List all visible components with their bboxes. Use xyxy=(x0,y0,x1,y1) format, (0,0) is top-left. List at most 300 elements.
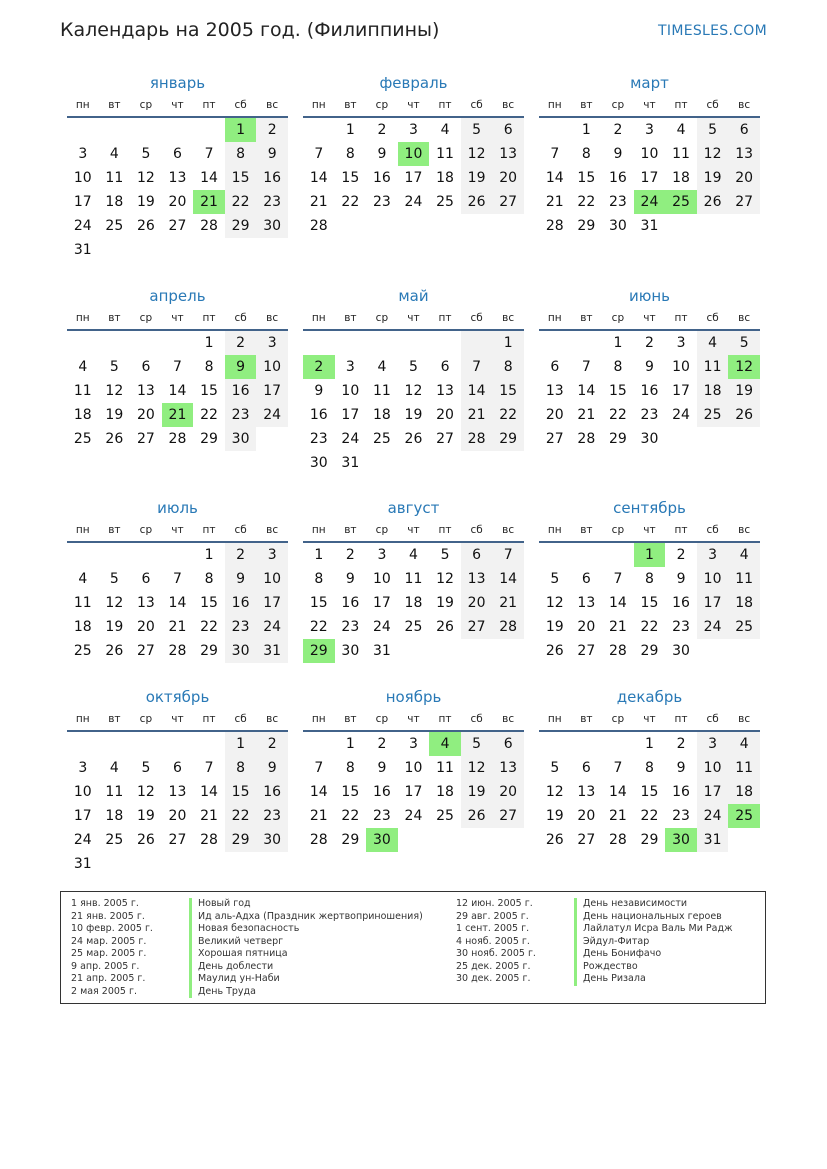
day-cell[interactable]: 14 xyxy=(309,170,328,186)
day-cell[interactable]: 9 xyxy=(377,146,387,162)
day-cell[interactable]: 13 xyxy=(136,595,155,611)
day-cell[interactable]: 27 xyxy=(168,832,187,848)
day-cell[interactable]: 12 xyxy=(404,383,423,399)
day-cell[interactable]: 14 xyxy=(577,383,596,399)
day-cell[interactable]: 17 xyxy=(404,170,423,186)
day-cell[interactable]: 1 xyxy=(204,335,214,351)
day-cell[interactable]: 11 xyxy=(728,756,760,780)
day-cell[interactable]: 15 xyxy=(640,784,659,800)
day-cell[interactable]: 2 xyxy=(676,547,686,563)
day-cell[interactable]: 19 xyxy=(436,595,454,611)
day-cell[interactable]: 16 xyxy=(256,166,288,190)
day-cell[interactable]: 19 xyxy=(461,166,493,190)
day-cell[interactable]: 18 xyxy=(728,780,760,804)
day-cell[interactable]: 14 xyxy=(200,170,218,186)
day-cell[interactable]: 29 xyxy=(200,431,218,447)
day-cell[interactable]: 10 xyxy=(672,359,690,375)
day-cell[interactable]: 25 xyxy=(436,808,454,824)
day-cell[interactable]: 2 xyxy=(613,122,623,138)
day-cell[interactable]: 25 xyxy=(105,832,124,848)
day-cell[interactable]: 6 xyxy=(173,760,182,776)
day-cell[interactable]: 24 xyxy=(404,808,423,824)
day-cell[interactable]: 1 xyxy=(492,331,524,355)
day-cell[interactable]: 13 xyxy=(577,595,596,611)
day-cell[interactable]: 26 xyxy=(136,218,155,234)
day-cell[interactable]: 4 xyxy=(429,732,461,756)
site-logo[interactable]: TIMESLES.COM xyxy=(658,23,767,39)
day-cell[interactable]: 16 xyxy=(372,784,391,800)
day-cell[interactable]: 29 xyxy=(492,427,524,451)
day-cell[interactable]: 2 xyxy=(645,335,654,351)
day-cell[interactable]: 21 xyxy=(193,190,225,214)
day-cell[interactable]: 28 xyxy=(200,218,218,234)
day-cell[interactable]: 10 xyxy=(697,756,729,780)
day-cell[interactable]: 7 xyxy=(613,571,623,587)
day-cell[interactable]: 5 xyxy=(141,146,151,162)
day-cell[interactable]: 26 xyxy=(545,832,564,848)
day-cell[interactable]: 5 xyxy=(109,359,119,375)
day-cell[interactable]: 11 xyxy=(372,383,391,399)
day-cell[interactable]: 15 xyxy=(225,780,257,804)
day-cell[interactable]: 20 xyxy=(168,194,187,210)
day-cell[interactable]: 14 xyxy=(309,784,328,800)
day-cell[interactable]: 1 xyxy=(634,543,666,567)
day-cell[interactable]: 11 xyxy=(672,146,690,162)
day-cell[interactable]: 29 xyxy=(640,832,659,848)
day-cell[interactable]: 8 xyxy=(314,571,324,587)
day-cell[interactable]: 3 xyxy=(645,122,654,138)
day-cell[interactable]: 17 xyxy=(697,780,729,804)
day-cell[interactable]: 17 xyxy=(697,591,729,615)
day-cell[interactable]: 24 xyxy=(256,403,288,427)
day-cell[interactable]: 27 xyxy=(728,190,760,214)
day-cell[interactable]: 9 xyxy=(676,760,686,776)
day-cell[interactable]: 3 xyxy=(409,122,418,138)
day-cell[interactable]: 20 xyxy=(492,780,524,804)
day-cell[interactable]: 23 xyxy=(372,808,391,824)
day-cell[interactable]: 4 xyxy=(728,732,760,756)
day-cell[interactable]: 22 xyxy=(200,407,218,423)
day-cell[interactable]: 30 xyxy=(665,828,697,852)
day-cell[interactable]: 12 xyxy=(728,355,760,379)
day-cell[interactable]: 11 xyxy=(105,170,124,186)
day-cell[interactable]: 31 xyxy=(640,218,659,234)
day-cell[interactable]: 30 xyxy=(640,431,659,447)
day-cell[interactable]: 11 xyxy=(404,571,423,587)
day-cell[interactable]: 29 xyxy=(225,214,257,238)
day-cell[interactable]: 23 xyxy=(608,194,627,210)
day-cell[interactable]: 22 xyxy=(341,194,360,210)
day-cell[interactable]: 9 xyxy=(345,571,355,587)
day-cell[interactable]: 9 xyxy=(225,355,257,379)
day-cell[interactable]: 26 xyxy=(436,619,454,635)
day-cell[interactable]: 14 xyxy=(545,170,564,186)
day-cell[interactable]: 13 xyxy=(545,383,564,399)
day-cell[interactable]: 6 xyxy=(440,359,450,375)
day-cell[interactable]: 25 xyxy=(728,615,760,639)
day-cell[interactable]: 8 xyxy=(581,146,591,162)
day-cell[interactable]: 28 xyxy=(461,427,493,451)
day-cell[interactable]: 24 xyxy=(372,619,391,635)
day-cell[interactable]: 16 xyxy=(256,780,288,804)
day-cell[interactable]: 10 xyxy=(372,571,391,587)
day-cell[interactable]: 9 xyxy=(645,359,654,375)
day-cell[interactable]: 13 xyxy=(492,756,524,780)
day-cell[interactable]: 10 xyxy=(341,383,360,399)
day-cell[interactable]: 16 xyxy=(672,784,690,800)
day-cell[interactable]: 1 xyxy=(645,736,654,752)
day-cell[interactable]: 5 xyxy=(550,760,560,776)
day-cell[interactable]: 31 xyxy=(73,856,92,872)
day-cell[interactable]: 3 xyxy=(409,736,418,752)
day-cell[interactable]: 6 xyxy=(461,543,493,567)
day-cell[interactable]: 4 xyxy=(78,571,88,587)
day-cell[interactable]: 23 xyxy=(309,431,328,447)
day-cell[interactable]: 27 xyxy=(136,643,155,659)
day-cell[interactable]: 8 xyxy=(345,760,355,776)
day-cell[interactable]: 3 xyxy=(377,547,387,563)
day-cell[interactable]: 22 xyxy=(492,403,524,427)
day-cell[interactable]: 20 xyxy=(461,591,493,615)
day-cell[interactable]: 19 xyxy=(697,166,729,190)
day-cell[interactable]: 7 xyxy=(550,146,560,162)
day-cell[interactable]: 26 xyxy=(461,804,493,828)
day-cell[interactable]: 18 xyxy=(436,170,454,186)
day-cell[interactable]: 4 xyxy=(109,146,119,162)
day-cell[interactable]: 18 xyxy=(404,595,423,611)
day-cell[interactable]: 9 xyxy=(377,760,387,776)
day-cell[interactable]: 20 xyxy=(545,407,564,423)
day-cell[interactable]: 7 xyxy=(492,543,524,567)
day-cell[interactable]: 21 xyxy=(492,591,524,615)
day-cell[interactable]: 31 xyxy=(256,639,288,663)
day-cell[interactable]: 21 xyxy=(162,403,194,427)
day-cell[interactable]: 5 xyxy=(697,118,729,142)
day-cell[interactable]: 24 xyxy=(404,194,423,210)
day-cell[interactable]: 5 xyxy=(440,547,450,563)
day-cell[interactable]: 18 xyxy=(697,379,729,403)
day-cell[interactable]: 3 xyxy=(78,146,88,162)
day-cell[interactable]: 19 xyxy=(404,407,423,423)
day-cell[interactable]: 2 xyxy=(225,543,257,567)
day-cell[interactable]: 17 xyxy=(341,407,360,423)
day-cell[interactable]: 6 xyxy=(581,760,591,776)
day-cell[interactable]: 1 xyxy=(225,118,257,142)
day-cell[interactable]: 30 xyxy=(225,639,257,663)
day-cell[interactable]: 3 xyxy=(345,359,355,375)
day-cell[interactable]: 14 xyxy=(608,784,627,800)
day-cell[interactable]: 28 xyxy=(608,832,627,848)
day-cell[interactable]: 25 xyxy=(404,619,423,635)
day-cell[interactable]: 6 xyxy=(550,359,560,375)
day-cell[interactable]: 2 xyxy=(676,736,686,752)
day-cell[interactable]: 22 xyxy=(608,407,627,423)
day-cell[interactable]: 14 xyxy=(168,383,187,399)
day-cell[interactable]: 26 xyxy=(461,190,493,214)
day-cell[interactable]: 29 xyxy=(608,431,627,447)
day-cell[interactable]: 7 xyxy=(173,359,182,375)
day-cell[interactable]: 29 xyxy=(225,828,257,852)
day-cell[interactable]: 25 xyxy=(728,804,760,828)
day-cell[interactable]: 20 xyxy=(492,166,524,190)
day-cell[interactable]: 3 xyxy=(676,335,686,351)
day-cell[interactable]: 11 xyxy=(697,355,729,379)
day-cell[interactable]: 20 xyxy=(577,808,596,824)
day-cell[interactable]: 5 xyxy=(728,331,760,355)
day-cell[interactable]: 1 xyxy=(345,122,355,138)
day-cell[interactable]: 27 xyxy=(461,615,493,639)
day-cell[interactable]: 8 xyxy=(225,756,257,780)
day-cell[interactable]: 13 xyxy=(168,784,187,800)
day-cell[interactable]: 4 xyxy=(440,122,450,138)
day-cell[interactable]: 18 xyxy=(728,591,760,615)
day-cell[interactable]: 31 xyxy=(697,828,729,852)
day-cell[interactable]: 12 xyxy=(461,756,493,780)
day-cell[interactable]: 15 xyxy=(608,383,627,399)
day-cell[interactable]: 13 xyxy=(577,784,596,800)
day-cell[interactable]: 18 xyxy=(73,619,92,635)
day-cell[interactable]: 14 xyxy=(200,784,218,800)
day-cell[interactable]: 19 xyxy=(136,194,155,210)
day-cell[interactable]: 20 xyxy=(168,808,187,824)
day-cell[interactable]: 9 xyxy=(314,383,324,399)
day-cell[interactable]: 1 xyxy=(581,122,591,138)
day-cell[interactable]: 20 xyxy=(577,619,596,635)
day-cell[interactable]: 18 xyxy=(672,170,690,186)
day-cell[interactable]: 4 xyxy=(728,543,760,567)
day-cell[interactable]: 14 xyxy=(461,379,493,403)
day-cell[interactable]: 29 xyxy=(640,643,659,659)
day-cell[interactable]: 18 xyxy=(105,808,124,824)
day-cell[interactable]: 3 xyxy=(697,543,729,567)
day-cell[interactable]: 5 xyxy=(461,118,493,142)
day-cell[interactable]: 17 xyxy=(672,383,690,399)
day-cell[interactable]: 6 xyxy=(141,359,151,375)
day-cell[interactable]: 15 xyxy=(225,166,257,190)
day-cell[interactable]: 13 xyxy=(728,142,760,166)
day-cell[interactable]: 23 xyxy=(672,808,690,824)
day-cell[interactable]: 26 xyxy=(728,403,760,427)
day-cell[interactable]: 6 xyxy=(492,118,524,142)
day-cell[interactable]: 25 xyxy=(372,431,391,447)
day-cell[interactable]: 28 xyxy=(545,218,564,234)
day-cell[interactable]: 20 xyxy=(136,407,155,423)
day-cell[interactable]: 4 xyxy=(377,359,387,375)
day-cell[interactable]: 15 xyxy=(200,383,218,399)
day-cell[interactable]: 12 xyxy=(697,142,729,166)
day-cell[interactable]: 10 xyxy=(404,760,423,776)
day-cell[interactable]: 27 xyxy=(545,431,564,447)
day-cell[interactable]: 25 xyxy=(697,403,729,427)
day-cell[interactable]: 18 xyxy=(73,407,92,423)
day-cell[interactable]: 11 xyxy=(73,383,92,399)
day-cell[interactable]: 8 xyxy=(645,571,654,587)
day-cell[interactable]: 6 xyxy=(581,571,591,587)
day-cell[interactable]: 9 xyxy=(225,567,257,591)
day-cell[interactable]: 21 xyxy=(545,194,564,210)
day-cell[interactable]: 12 xyxy=(105,595,124,611)
day-cell[interactable]: 11 xyxy=(728,567,760,591)
day-cell[interactable]: 22 xyxy=(309,619,328,635)
day-cell[interactable]: 3 xyxy=(697,732,729,756)
day-cell[interactable]: 7 xyxy=(461,355,493,379)
day-cell[interactable]: 28 xyxy=(492,615,524,639)
day-cell[interactable]: 18 xyxy=(436,784,454,800)
day-cell[interactable]: 23 xyxy=(341,619,360,635)
day-cell[interactable]: 7 xyxy=(581,359,591,375)
day-cell[interactable]: 23 xyxy=(256,804,288,828)
day-cell[interactable]: 24 xyxy=(73,218,92,234)
day-cell[interactable]: 10 xyxy=(256,355,288,379)
day-cell[interactable]: 30 xyxy=(608,218,627,234)
day-cell[interactable]: 21 xyxy=(608,808,627,824)
day-cell[interactable]: 11 xyxy=(73,595,92,611)
day-cell[interactable]: 21 xyxy=(461,403,493,427)
day-cell[interactable]: 11 xyxy=(436,760,454,776)
day-cell[interactable]: 17 xyxy=(256,591,288,615)
day-cell[interactable]: 13 xyxy=(492,142,524,166)
day-cell[interactable]: 30 xyxy=(309,455,328,471)
day-cell[interactable]: 22 xyxy=(640,808,659,824)
day-cell[interactable]: 10 xyxy=(640,146,659,162)
day-cell[interactable]: 25 xyxy=(665,190,697,214)
day-cell[interactable]: 7 xyxy=(204,146,214,162)
day-cell[interactable]: 16 xyxy=(640,383,659,399)
day-cell[interactable]: 21 xyxy=(309,808,328,824)
day-cell[interactable]: 7 xyxy=(314,760,324,776)
day-cell[interactable]: 23 xyxy=(225,403,257,427)
day-cell[interactable]: 28 xyxy=(309,218,328,234)
day-cell[interactable]: 29 xyxy=(341,832,360,848)
day-cell[interactable]: 17 xyxy=(256,379,288,403)
day-cell[interactable]: 8 xyxy=(492,355,524,379)
day-cell[interactable]: 5 xyxy=(550,571,560,587)
day-cell[interactable]: 30 xyxy=(672,643,690,659)
day-cell[interactable]: 16 xyxy=(309,407,328,423)
day-cell[interactable]: 24 xyxy=(73,832,92,848)
day-cell[interactable]: 20 xyxy=(136,619,155,635)
day-cell[interactable]: 19 xyxy=(545,619,564,635)
day-cell[interactable]: 13 xyxy=(461,567,493,591)
day-cell[interactable]: 16 xyxy=(608,170,627,186)
day-cell[interactable]: 13 xyxy=(168,170,187,186)
day-cell[interactable]: 19 xyxy=(728,379,760,403)
day-cell[interactable]: 20 xyxy=(436,407,454,423)
day-cell[interactable]: 27 xyxy=(492,190,524,214)
day-cell[interactable]: 19 xyxy=(461,780,493,804)
day-cell[interactable]: 6 xyxy=(173,146,182,162)
day-cell[interactable]: 9 xyxy=(613,146,623,162)
day-cell[interactable]: 9 xyxy=(256,756,288,780)
day-cell[interactable]: 24 xyxy=(672,407,690,423)
day-cell[interactable]: 1 xyxy=(345,736,355,752)
day-cell[interactable]: 12 xyxy=(461,142,493,166)
day-cell[interactable]: 28 xyxy=(309,832,328,848)
day-cell[interactable]: 22 xyxy=(640,619,659,635)
day-cell[interactable]: 12 xyxy=(105,383,124,399)
day-cell[interactable]: 25 xyxy=(436,194,454,210)
day-cell[interactable]: 4 xyxy=(78,359,88,375)
day-cell[interactable]: 8 xyxy=(645,760,654,776)
day-cell[interactable]: 29 xyxy=(577,218,596,234)
day-cell[interactable]: 7 xyxy=(173,571,182,587)
day-cell[interactable]: 9 xyxy=(676,571,686,587)
day-cell[interactable]: 22 xyxy=(577,194,596,210)
day-cell[interactable]: 15 xyxy=(309,595,328,611)
day-cell[interactable]: 4 xyxy=(697,331,729,355)
day-cell[interactable]: 27 xyxy=(168,218,187,234)
day-cell[interactable]: 27 xyxy=(492,804,524,828)
day-cell[interactable]: 30 xyxy=(256,214,288,238)
day-cell[interactable]: 10 xyxy=(73,170,92,186)
day-cell[interactable]: 11 xyxy=(436,146,454,162)
day-cell[interactable]: 15 xyxy=(640,595,659,611)
day-cell[interactable]: 14 xyxy=(608,595,627,611)
day-cell[interactable]: 21 xyxy=(168,619,187,635)
day-cell[interactable]: 16 xyxy=(225,591,257,615)
day-cell[interactable]: 4 xyxy=(109,760,119,776)
day-cell[interactable]: 6 xyxy=(492,732,524,756)
day-cell[interactable]: 12 xyxy=(136,170,155,186)
day-cell[interactable]: 23 xyxy=(640,407,659,423)
day-cell[interactable]: 15 xyxy=(577,170,596,186)
day-cell[interactable]: 16 xyxy=(372,170,391,186)
day-cell[interactable]: 19 xyxy=(105,407,124,423)
day-cell[interactable]: 8 xyxy=(204,359,214,375)
day-cell[interactable]: 5 xyxy=(409,359,418,375)
day-cell[interactable]: 2 xyxy=(256,732,288,756)
day-cell[interactable]: 26 xyxy=(136,832,155,848)
day-cell[interactable]: 27 xyxy=(136,431,155,447)
day-cell[interactable]: 24 xyxy=(256,615,288,639)
day-cell[interactable]: 3 xyxy=(78,760,88,776)
day-cell[interactable]: 6 xyxy=(728,118,760,142)
day-cell[interactable]: 23 xyxy=(672,619,690,635)
day-cell[interactable]: 19 xyxy=(545,808,564,824)
day-cell[interactable]: 21 xyxy=(200,808,218,824)
day-cell[interactable]: 5 xyxy=(461,732,493,756)
day-cell[interactable]: 17 xyxy=(640,170,659,186)
day-cell[interactable]: 29 xyxy=(303,639,335,663)
day-cell[interactable]: 21 xyxy=(608,619,627,635)
day-cell[interactable]: 17 xyxy=(73,194,92,210)
day-cell[interactable]: 19 xyxy=(105,619,124,635)
day-cell[interactable]: 4 xyxy=(676,122,686,138)
day-cell[interactable]: 15 xyxy=(200,595,218,611)
day-cell[interactable]: 3 xyxy=(256,331,288,355)
day-cell[interactable]: 6 xyxy=(141,571,151,587)
day-cell[interactable]: 14 xyxy=(492,567,524,591)
day-cell[interactable]: 23 xyxy=(372,194,391,210)
day-cell[interactable]: 24 xyxy=(341,431,360,447)
day-cell[interactable]: 28 xyxy=(577,431,596,447)
day-cell[interactable]: 4 xyxy=(409,547,418,563)
day-cell[interactable]: 23 xyxy=(256,190,288,214)
day-cell[interactable]: 3 xyxy=(256,543,288,567)
day-cell[interactable]: 15 xyxy=(341,784,360,800)
day-cell[interactable]: 21 xyxy=(577,407,596,423)
day-cell[interactable]: 28 xyxy=(608,643,627,659)
day-cell[interactable]: 22 xyxy=(225,190,257,214)
day-cell[interactable]: 31 xyxy=(372,643,391,659)
day-cell[interactable]: 1 xyxy=(314,547,324,563)
day-cell[interactable]: 25 xyxy=(73,431,92,447)
day-cell[interactable]: 2 xyxy=(377,736,387,752)
day-cell[interactable]: 27 xyxy=(436,431,454,447)
day-cell[interactable]: 8 xyxy=(204,571,214,587)
day-cell[interactable]: 10 xyxy=(697,567,729,591)
day-cell[interactable]: 16 xyxy=(225,379,257,403)
